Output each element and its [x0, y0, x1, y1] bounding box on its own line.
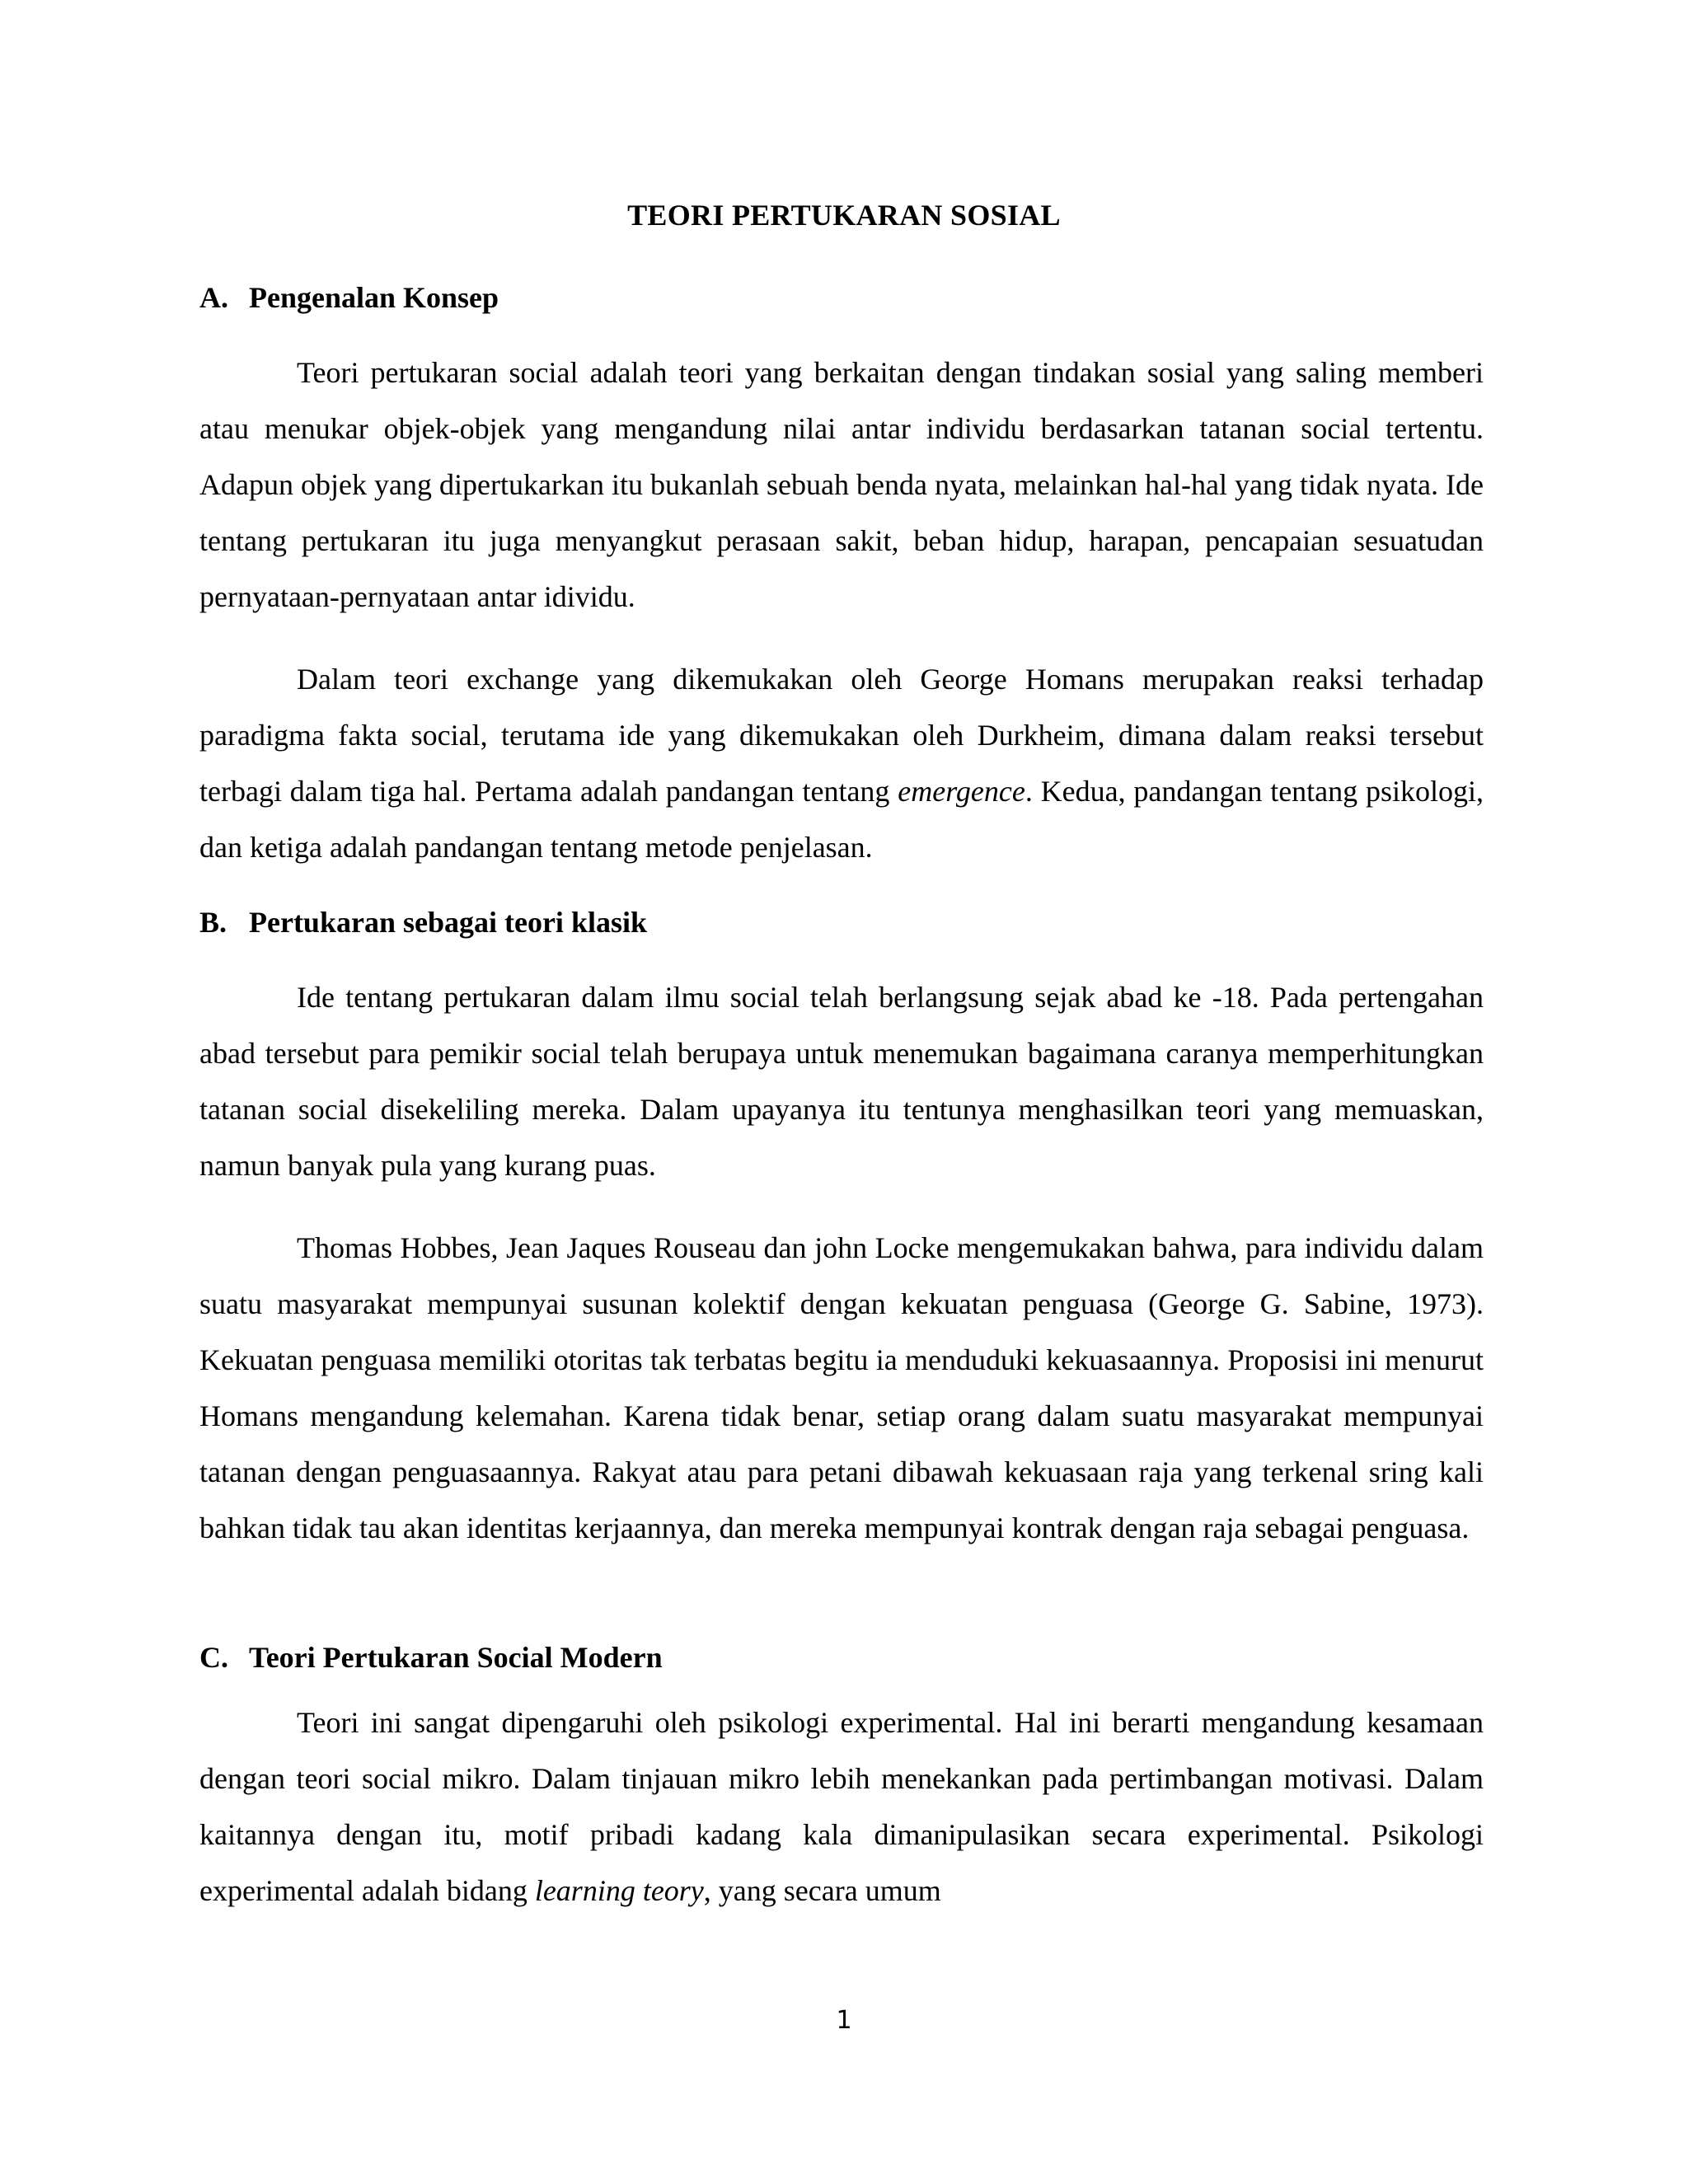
section-b-letter: B.: [199, 906, 227, 939]
document-title: TEORI PERTUKARAN SOSIAL: [627, 199, 1061, 232]
section-b-paragraph-1: Ide tentang pertukaran dalam ilmu social telah berlangsung sejak abad ke -18. Pada pertengahan abad tersebut para pemikir social telah berupaya untuk menemukan bagaimana caranya memperhitungkan tatanan social disekeliling mereka. Dalam upayanya itu tentunya menghasilkan teori yang memuaskan, namun banyak pula yang kurang puas.: [199, 981, 1484, 1182]
section-a-letter: A.: [199, 281, 228, 314]
section-a-paragraph-2: Dalam teori exchange yang dikemukakan oleh George Homans merupakan reaksi terhadap paradigma fakta social, terutama ide yang dikemukakan oleh Durkheim, dimana dalam reaksi tersebut terbagi dalam tiga hal. Pertama adalah pandangan tentang emergence. Kedua, pandangan tentang psikologi, dan ketiga adalah pandangan tentang metode penjelasan.: [199, 663, 1484, 864]
section-a-title: Pengenalan Konsep: [249, 281, 499, 314]
emphasis-learning-teory: learning teory: [534, 1874, 704, 1907]
section-c-title: Teori Pertukaran Social Modern: [249, 1641, 663, 1674]
section-b-heading: [199, 905, 647, 940]
section-a-heading: [199, 280, 499, 315]
section-c-heading: [199, 1640, 663, 1675]
section-c-letter: C.: [199, 1641, 228, 1674]
section-b-paragraph-2: Thomas Hobbes, Jean Jaques Rouseau dan john Locke mengemukakan bahwa, para individu dalam suatu masyarakat mempunyai susunan kolektif dengan kekuatan penguasa (George G. Sabine, 1973). Kekuatan penguasa memiliki otoritas tak terbatas begitu ia menduduki kekuasaannya. Proposisi ini menurut Homans mengandung kelemahan. Karena tidak benar, setiap orang dalam suatu masyarakat mempunyai tatanan dengan penguasaannya. Rakyat atau para petani dibawah kekuasaan raja yang terkenal sring kali bahkan tidak tau akan identitas kerjaannya, dan mereka mempunyai kontrak dengan raja sebagai penguasa.: [199, 1231, 1484, 1544]
page-number: 1: [836, 2006, 852, 2035]
section-b-title: Pertukaran sebagai teori klasik: [249, 906, 647, 939]
section-a-paragraph-1: Teori pertukaran social adalah teori yang berkaitan dengan tindakan sosial yang saling memberi atau menukar objek-objek yang mengandung nilai antar individu berdasarkan tatanan social tertentu. Adapun objek yang dipertukarkan itu bukanlah sebuah benda nyata, melainkan hal-hal yang tidak nyata. Ide tentang pertukaran itu juga menyangkut perasaan sakit, beban hidup, harapan, pencapaian sesuatudan pernyataan-pernyataan antar idividu.: [199, 356, 1484, 613]
section-c-paragraph-1: Teori ini sangat dipengaruhi oleh psikologi experimental. Hal ini berarti mengandung kesamaan dengan teori social mikro. Dalam tinjauan mikro lebih menekankan pada pertimbangan motivasi. Dalam kaitannya dengan itu, motif pribadi kadang kala dimanipulasikan secara experimental. Psikologi experimental adalah bidang learning teory, yang secara umum: [199, 1706, 1484, 1907]
emphasis-emergence: emergence: [898, 775, 1025, 808]
